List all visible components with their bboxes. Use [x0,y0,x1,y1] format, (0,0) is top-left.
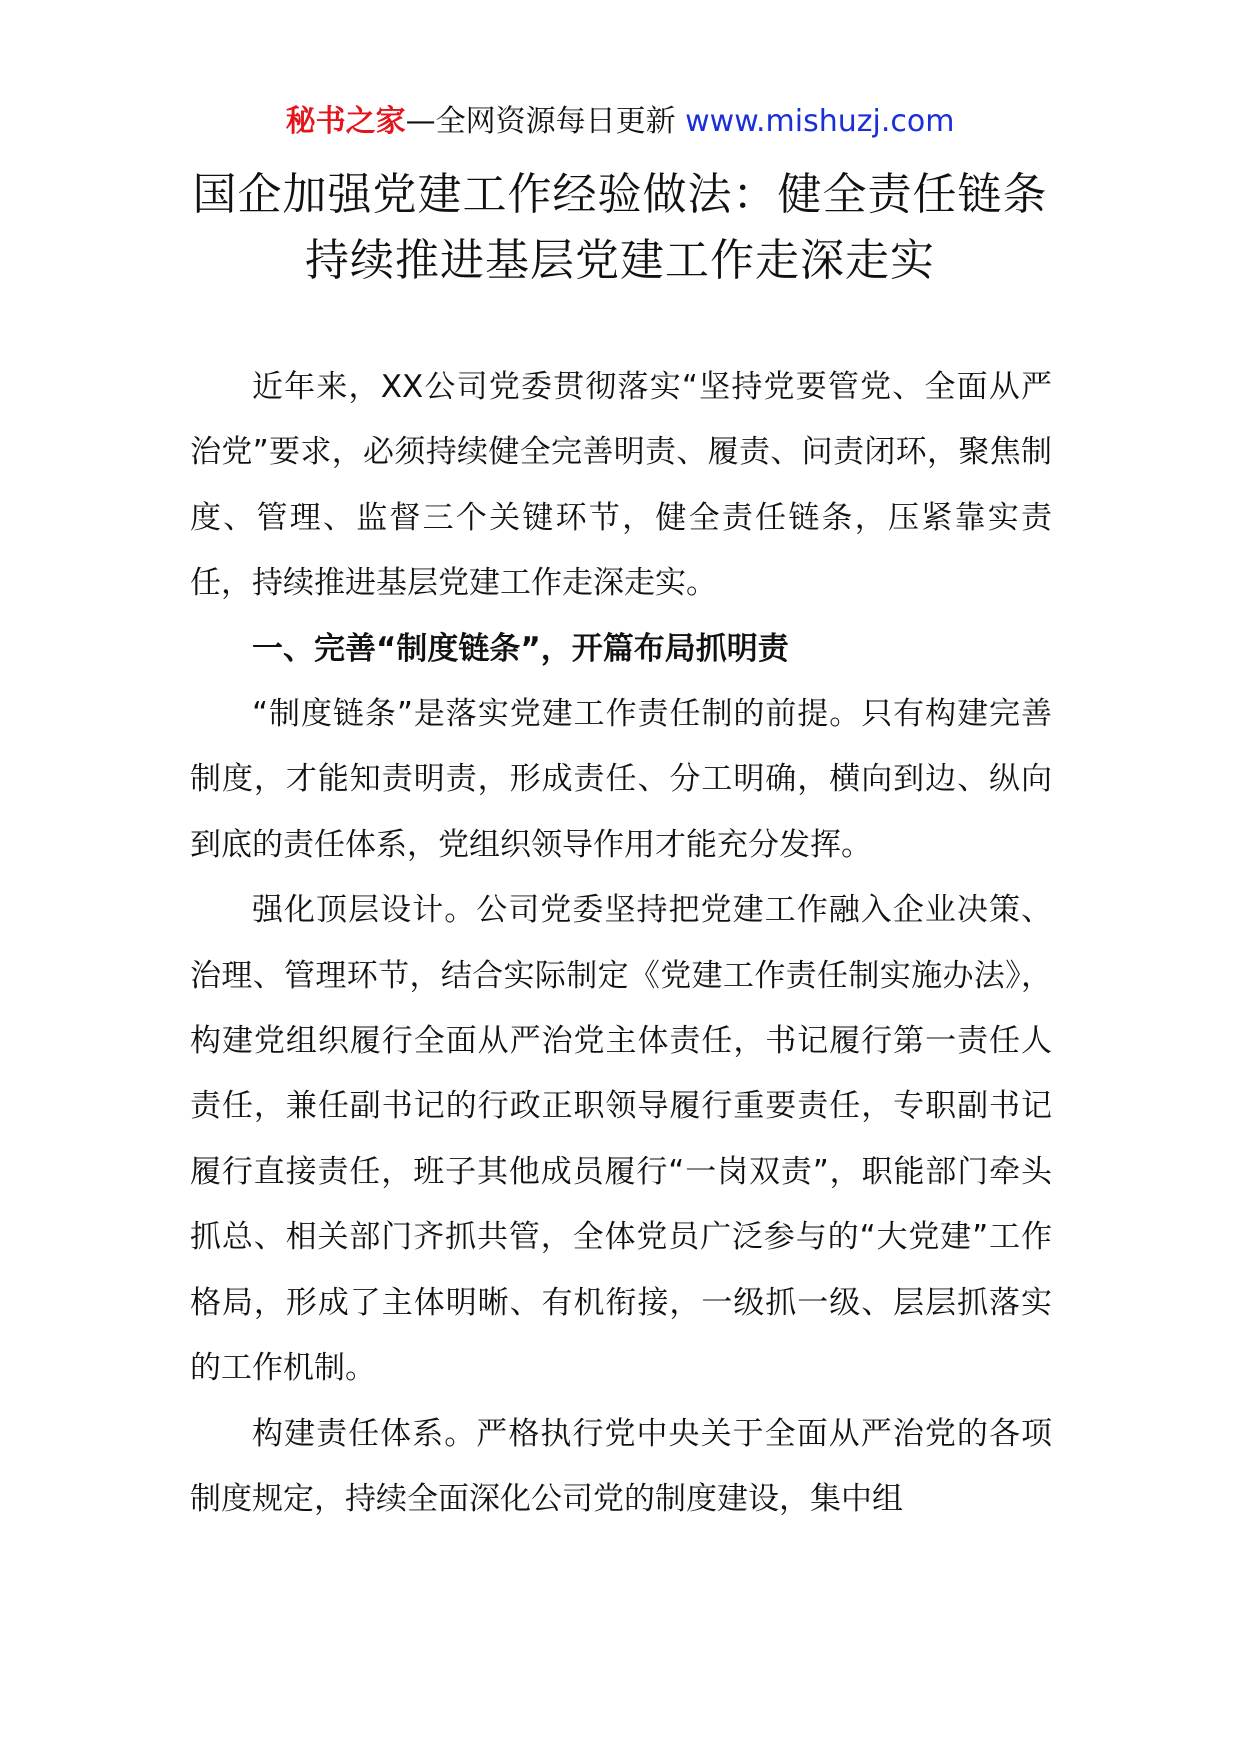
intro-paragraph: 近年来，XX公司党委贯彻落实“坚持党要管党、全面从严治党”要求，必须持续健全完善明责、履责、问责闭环，聚焦制度、管理、监督三个关键环节，健全责任链条，压紧靠实责任，持续推进基层党建工作走深走实。 [190,369,1052,602]
paragraph-2: “制度链条”是落实党建工作责任制的前提。只有构建完善制度，才能知责明责，形成责任、分工明确，横向到边、纵向到底的责任体系，党组织领导作用才能充分发挥。 [190,696,1052,863]
document-title: 国企加强党建工作经验做法：健全责任链条持续推进基层党建工作走深走实 [192,169,1048,286]
paragraph-4: 构建责任体系。严格执行党中央关于全面从严治党的各项制度规定，持续全面深化公司党的制度建设，集中组 [190,1415,1052,1517]
paragraph-3: 强化顶层设计。公司党委坚持把党建工作融入企业决策、治理、管理环节，结合实际制定《党建工作责任制实施办法》，构建党组织履行全面从严治党主体责任，书记履行第一责任人责任，兼任副书记的行政正职领导履行重要责任，专职副书记履行直接责任，班子其他成员履行“一岗双责”，职能部门牵头抓总、相关部门齐抓共管，全体党员广泛参与的“大党建”工作格局，形成了主体明晰、有机衔接，一级抓一级、层层抓落实的工作机制。 [190,892,1052,1387]
site-header [0,100,1240,144]
brand-name: 秘书之家 [285,104,406,139]
document-body [190,355,1052,1532]
site-url-link[interactable]: www.mishuzj.com [685,104,955,139]
header-tagline: —全网资源每日更新 [405,104,676,139]
section-heading-1: 一、完善“制度链条”，开篇布局抓明责 [252,630,789,667]
